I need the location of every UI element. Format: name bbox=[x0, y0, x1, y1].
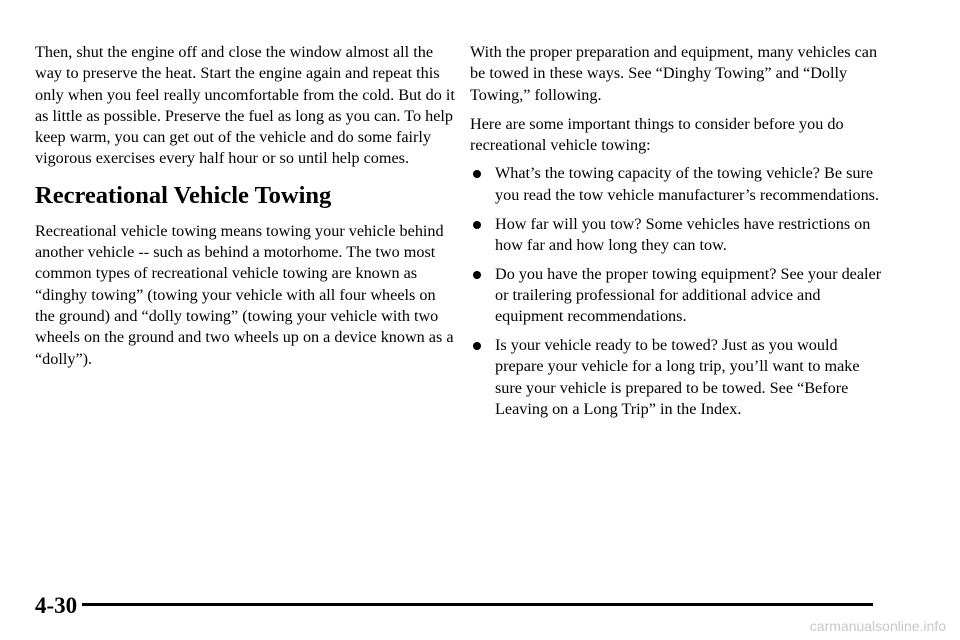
towing-paragraph: Recreational vehicle towing means towing your vehicle behind another vehicle -- such as behind a motorhome. The two most common types of recreational vehicle towing are known as “dinghy towing” (towing your vehicle with all four wheels on the ground) and “dolly towing” (towing your vehicle with two wheels on the ground and two wheels up on a device known as a “dolly”). bbox=[35, 221, 454, 368]
bullet-icon bbox=[473, 342, 481, 350]
section-heading: Recreational Vehicle Towing bbox=[35, 181, 332, 209]
bullet-text: Is your vehicle ready to be towed? Just as you would prepare your vehicle for a long trip, you’ll want to make sure your vehicle is prepared to be towed. See “Before Leaving on a Long Trip” in the Index. bbox=[495, 336, 860, 418]
right-column bbox=[470, 42, 890, 428]
footer-rule bbox=[82, 603, 873, 606]
list-item bbox=[470, 163, 890, 206]
considerations-list bbox=[470, 163, 890, 420]
bullet-text: Do you have the proper towing equipment? See your dealer or trailering professional for additional advice and equipment recommendations. bbox=[495, 264, 882, 326]
bullet-icon bbox=[473, 170, 481, 178]
list-item bbox=[470, 264, 890, 328]
bullet-text: How far will you tow? Some vehicles have restrictions on how far and how long they can tow. bbox=[495, 214, 871, 254]
bullet-icon bbox=[473, 271, 481, 279]
bullet-text: What’s the towing capacity of the towing vehicle? Be sure you read the tow vehicle manufacturer’s recommendations. bbox=[495, 164, 880, 204]
left-column bbox=[35, 42, 455, 370]
considerations-intro: Here are some important things to consider before you do recreational vehicle towing: bbox=[470, 114, 844, 155]
preparation-paragraph: With the proper preparation and equipment, many vehicles can be towed in these ways. See “Dinghy Towing” and “Dolly Towing,” following. bbox=[470, 43, 878, 104]
list-item bbox=[470, 335, 890, 420]
bullet-icon bbox=[473, 221, 481, 229]
page-number: 4-30 bbox=[35, 593, 78, 618]
watermark: carmanualsonline.info bbox=[809, 618, 946, 634]
intro-paragraph: Then, shut the engine off and close the window almost all the way to preserve the heat. Start the engine again and repeat this only when you feel really uncomfortable from the cold. But do it as little as possible. Preserve the fuel as long as you can. To help keep warm, you can get out of the vehicle and do some fairly vigorous exercises every half hour or so until help comes. bbox=[35, 43, 455, 168]
list-item bbox=[470, 214, 890, 257]
